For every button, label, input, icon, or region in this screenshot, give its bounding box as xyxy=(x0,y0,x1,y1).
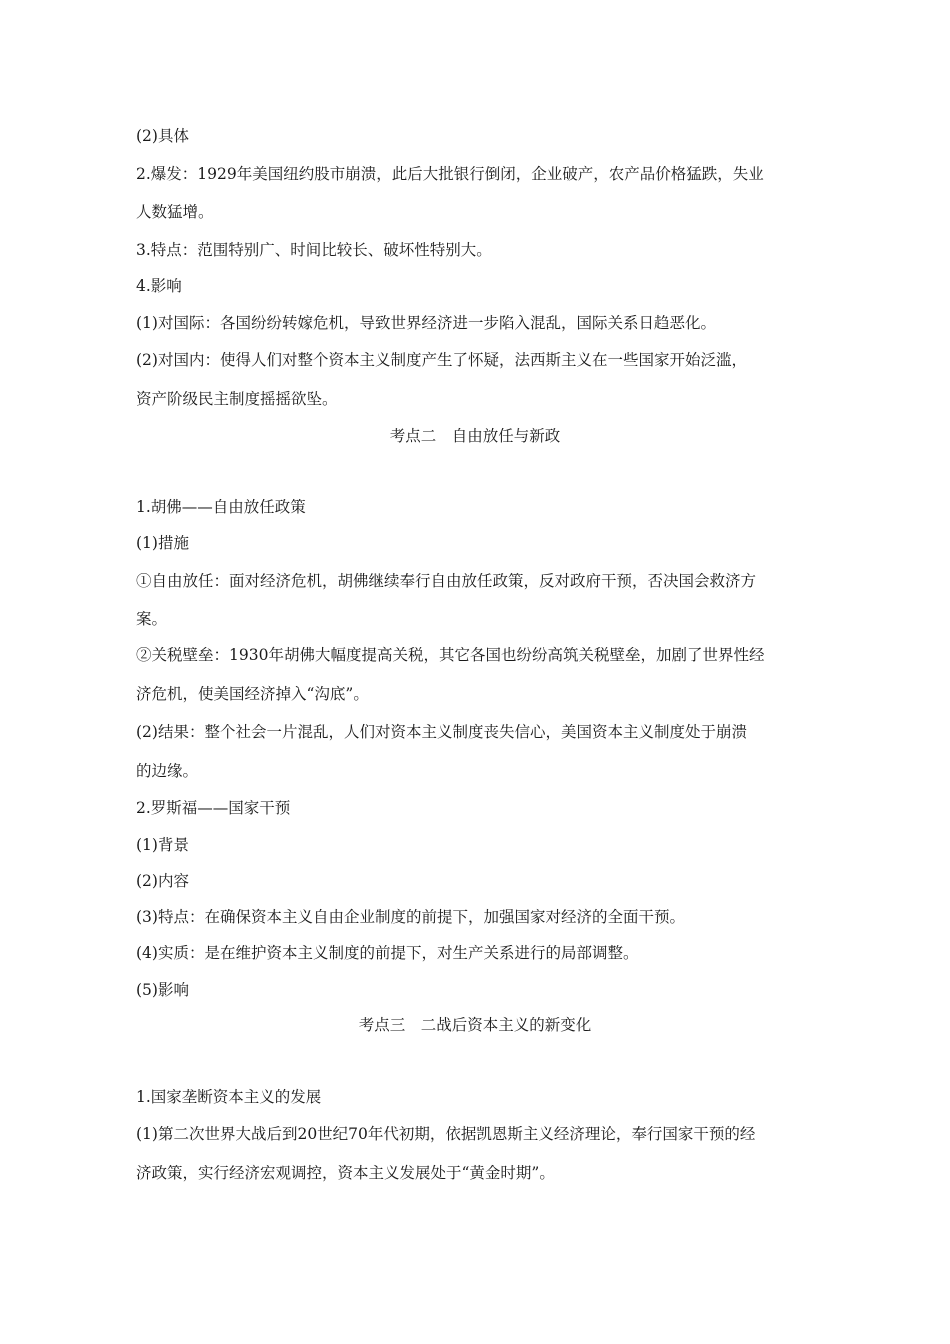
text-line: ②关税壁垒：1930年胡佛大幅度提高关税，其它各国也纷纷高筑关税壁垒，加剧了世界性经 xyxy=(136,646,765,664)
text-line: 3.特点：范围特别广、时间比较长、破坏性特别大。 xyxy=(136,241,492,259)
text-line: (1)对国际：各国纷纷转嫁危机，导致世界经济进一步陷入混乱，国际关系日趋恶化。 xyxy=(136,314,716,332)
text-line: (2)结果：整个社会一片混乱，人们对资本主义制度丧失信心，美国资本主义制度处于崩溃 xyxy=(136,723,747,741)
text-line: (2)具体 xyxy=(136,127,189,145)
text-line: 济政策，实行经济宏观调控，资本主义发展处于“黄金时期”。 xyxy=(136,1164,555,1182)
text-line: 2.爆发：1929年美国纽约股市崩溃，此后大批银行倒闭，企业破产，农产品价格猛跌，失业 xyxy=(136,165,764,183)
text-line: 1.胡佛——自由放任政策 xyxy=(136,498,306,516)
text-line: 的边缘。 xyxy=(136,762,199,780)
text-line: (4)实质：是在维护资本主义制度的前提下，对生产关系进行的局部调整。 xyxy=(136,944,639,962)
text-line: 1.国家垄断资本主义的发展 xyxy=(136,1088,322,1106)
text-line: (2)对国内：使得人们对整个资本主义制度产生了怀疑，法西斯主义在一些国家开始泛滥， xyxy=(136,351,747,369)
text-line: (1)第二次世界大战后到20世纪70年代初期，依据凯恩斯主义经济理论，奉行国家干预的经 xyxy=(136,1125,756,1143)
section-heading: 考点三 二战后资本主义的新变化 xyxy=(358,1016,592,1034)
section-heading: 考点二 自由放任与新政 xyxy=(389,427,561,445)
text-line: (2)内容 xyxy=(136,872,189,890)
text-line: ①自由放任：面对经济危机，胡佛继续奉行自由放任政策，反对政府干预，否决国会救济方 xyxy=(136,572,757,590)
text-line: 资产阶级民主制度摇摇欲坠。 xyxy=(136,390,338,408)
text-line: (1)措施 xyxy=(136,534,189,552)
text-line: 案。 xyxy=(136,610,168,628)
text-line: (3)特点：在确保资本主义自由企业制度的前提下，加强国家对经济的全面干预。 xyxy=(136,908,685,926)
text-line: 济危机，使美国经济掉入“沟底”。 xyxy=(136,685,369,703)
text-line: 人数猛增。 xyxy=(136,203,214,221)
text-line: 4.影响 xyxy=(136,277,182,295)
text-line: (5)影响 xyxy=(136,981,189,999)
text-line: 2.罗斯福——国家干预 xyxy=(136,799,291,817)
text-line: (1)背景 xyxy=(136,836,189,854)
